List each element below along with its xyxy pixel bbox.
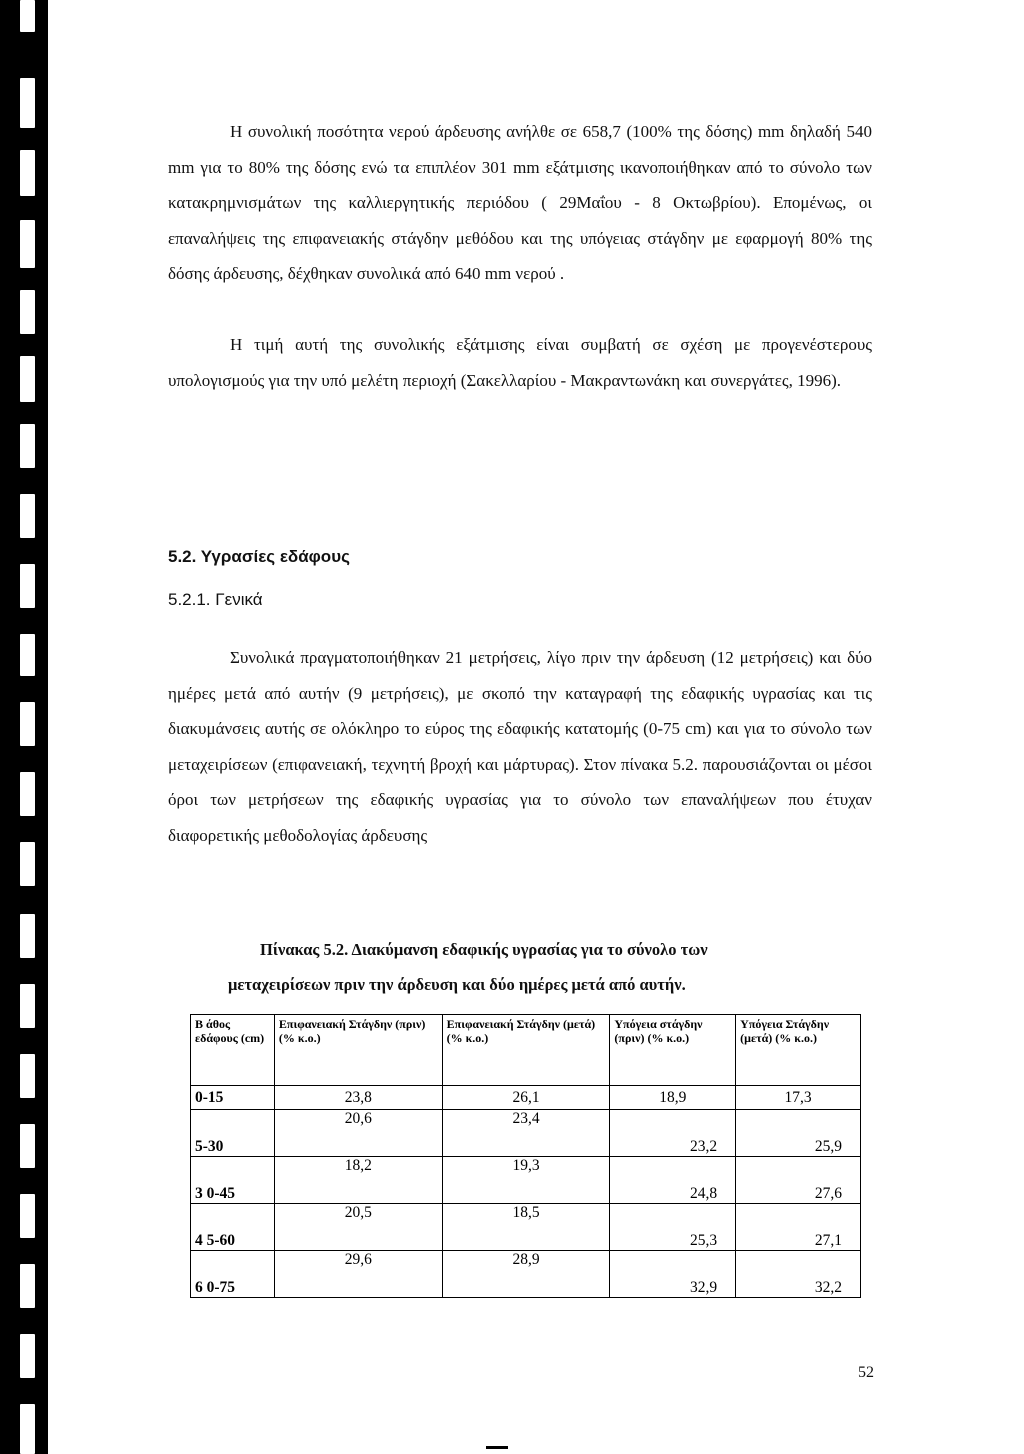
value-cell: 28,9 [442, 1251, 610, 1298]
depth-cell: 6 0-75 [191, 1251, 275, 1298]
value-cell: 32,2 [736, 1251, 861, 1298]
sprocket-hole [20, 78, 35, 128]
sprocket-hole [20, 0, 35, 32]
value-cell: 18,2 [274, 1157, 442, 1204]
sprocket-hole [20, 1334, 35, 1378]
table-row [191, 1157, 861, 1204]
value-cell: 29,6 [274, 1251, 442, 1298]
header-surface-before: Επιφανειακή Στάγδην (πριν)(% κ.ο.) [274, 1015, 442, 1086]
depth-cell: 3 0-45 [191, 1157, 275, 1204]
value-cell: 27,1 [736, 1204, 861, 1251]
sprocket-hole [20, 356, 35, 402]
bottom-edge-mark [486, 1446, 508, 1449]
paragraph-irrigation-total: Η συνολική ποσότητα νερού άρδευσης ανήλθε σε 658,7 (100% της δόσης) mm δηλαδή 540 mm για το 80% της δόσης ενώ τα επιπλέον 301 mm εξάτμισης ικανοποιήθηκαν από το σύνολο των κατακρημνισμάτων της καλλιεργητικής περιόδου ( 29Μαΐου - 8 Οκτωβρίου). Επομένως, οι επαναλήψεις της επιφανειακής στάγδην μεθόδου και της υπόγειας στάγδην με εφαρμογή 80% της δόσης άρδευσης, δέχθηκαν συνολικά από 640 mm νερού . [168, 122, 872, 283]
table-row [191, 1204, 861, 1251]
table-caption-line1: Πίνακας 5.2. Διακύμανση εδαφικής υγρασίας για το σύνολο των [260, 940, 708, 959]
header-surface-after: Επιφανειακή Στάγδην (μετά) (% κ.ο.) [442, 1015, 610, 1086]
depth-cell: 5-30 [191, 1110, 275, 1157]
value-cell: 24,8 [610, 1157, 736, 1204]
section-heading: 5.2. Υγρασίες εδάφους [168, 547, 350, 566]
subsection-heading: 5.2.1. Γενικά [168, 590, 263, 609]
sprocket-hole [20, 150, 35, 196]
sprocket-hole [20, 984, 35, 1028]
value-cell: 23,2 [610, 1110, 736, 1157]
value-cell: 20,5 [274, 1204, 442, 1251]
header-subsurface-after: Υπόγεια Στάγδην (μετά) (% κ.ο.) [736, 1015, 861, 1086]
table-row [191, 1086, 861, 1110]
value-cell: 25,3 [610, 1204, 736, 1251]
sprocket-hole [20, 424, 35, 468]
sprocket-hole [20, 1054, 35, 1098]
sprocket-hole [20, 1404, 35, 1454]
sprocket-hole [20, 634, 35, 676]
value-cell: 25,9 [736, 1110, 861, 1157]
value-cell: 27,6 [736, 1157, 861, 1204]
sprocket-hole [20, 290, 35, 334]
sprocket-hole [20, 1264, 35, 1308]
depth-cell: 0-15 [191, 1086, 275, 1110]
header-depth: Β άθος εδάφους (cm) [191, 1015, 275, 1086]
page-number: 52 [858, 1364, 874, 1381]
table-caption-line2: μεταχειρίσεων πριν την άρδευση και δύο ημέρες μετά από αυτήν. [228, 975, 686, 994]
table-row [191, 1251, 861, 1298]
sprocket-hole [20, 772, 35, 816]
depth-cell: 4 5-60 [191, 1204, 275, 1251]
header-subsurface-before: Υπόγεια στάγδην (πριν) (% κ.ο.) [610, 1015, 736, 1086]
paragraph-evaporation-compatibility: Η τιμή αυτή της συνολικής εξάτμισης είναι συμβατή σε σχέση με προγενέστερους υπολογισμούς για την υπό μελέτη περιοχή (Σακελλαρίου - Μακραντωνάκη και συνεργάτες, 1996). [168, 335, 872, 390]
value-cell: 18,9 [610, 1086, 736, 1110]
sprocket-hole [20, 702, 35, 746]
paragraph-measurements: Συνολικά πραγματοποιήθηκαν 21 μετρήσεις, λίγο πριν την άρδευση (12 μετρήσεις) και δύο ημέρες μετά από αυτήν (9 μετρήσεις), με σκοπό την καταγραφή της εδαφικής υγρασίας και τις διακυμάνσεις αυτής σε ολόκληρο το εύρος της εδαφικής κατατομής (0-75 cm) και για το σύνολο των μεταχειρίσεων (επιφανειακή, τεχνητή βροχή και μάρτυρας). Στον πίνακα 5.2. παρουσιάζονται οι μέσοι όροι των μετρήσεων της εδαφικής υγρασίας για το σύνολο των επαναλήψεων που έτυχαν διαφορετικής μεθοδολογίας άρδευσης [168, 648, 872, 845]
value-cell: 19,3 [442, 1157, 610, 1204]
value-cell: 18,5 [442, 1204, 610, 1251]
sprocket-hole [20, 494, 35, 538]
sprocket-hole [20, 220, 35, 268]
sprocket-hole [20, 1194, 35, 1238]
value-cell: 17,3 [736, 1086, 861, 1110]
soil-moisture-table [190, 1014, 861, 1298]
table-header-row [191, 1015, 861, 1086]
sprocket-hole [20, 564, 35, 608]
sprocket-hole [20, 1124, 35, 1168]
table-caption [228, 932, 854, 1002]
sprocket-hole [20, 842, 35, 886]
value-cell: 20,6 [274, 1110, 442, 1157]
value-cell: 32,9 [610, 1251, 736, 1298]
sprocket-hole [20, 914, 35, 958]
value-cell: 23,4 [442, 1110, 610, 1157]
table-row [191, 1110, 861, 1157]
value-cell: 26,1 [442, 1086, 610, 1110]
value-cell: 23,8 [274, 1086, 442, 1110]
